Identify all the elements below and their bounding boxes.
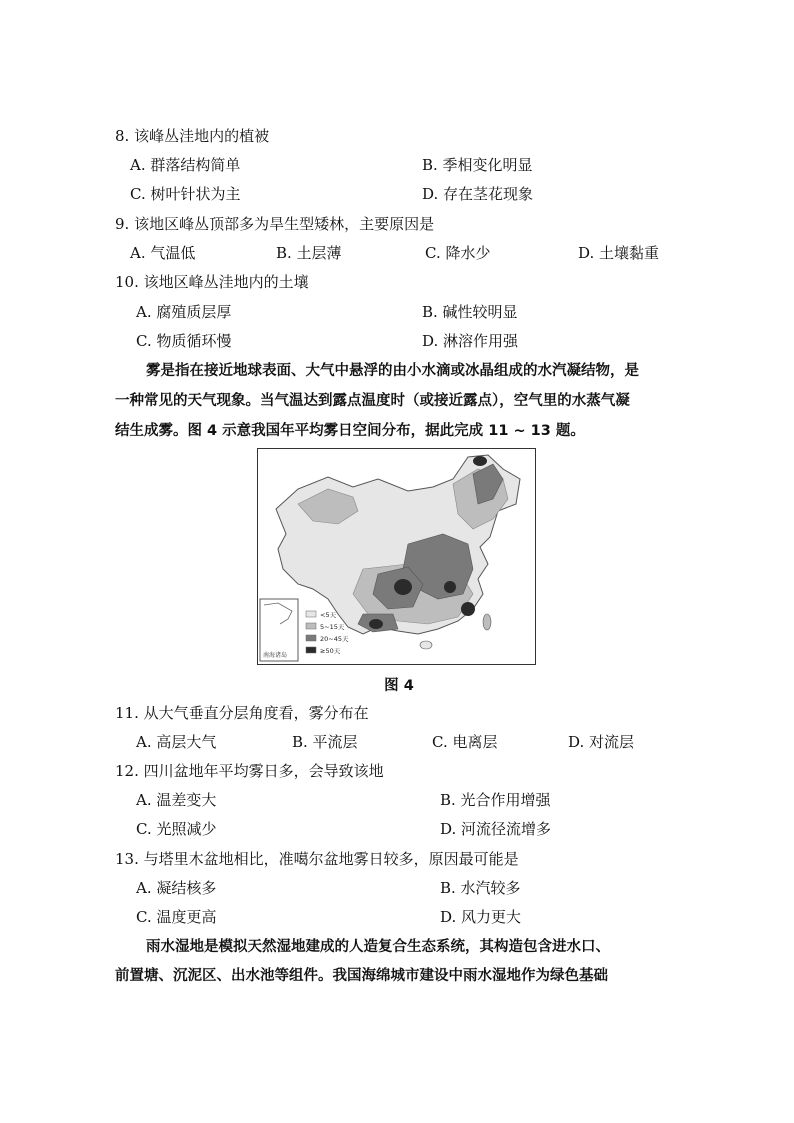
q13-option-c: C. 温度更高: [136, 908, 217, 926]
zone-50-fujian: [461, 602, 475, 616]
wetland-intro-line-1: 雨水湿地是模拟天然湿地建成的人造复合生态系统，其构造包含进水口、: [146, 939, 610, 955]
q13-option-b: B. 水汽较多: [440, 879, 521, 897]
wetland-intro-line-2: 前置塘、沉泥区、出水池等组件。我国海绵城市建设中雨水湿地作为绿色基础: [115, 968, 608, 984]
legend-label-3: 20~45天: [320, 635, 349, 643]
q8-option-a: A. 群落结构简单: [130, 156, 241, 174]
q13-option-d: D. 风力更大: [440, 908, 522, 926]
hainan: [420, 641, 432, 649]
q11-option-a: A. 高层大气: [136, 733, 217, 751]
q12-option-b: B. 光合作用增强: [440, 791, 551, 809]
q9-option-d: D. 土壤黏重: [578, 244, 660, 262]
zone-50-sichuan: [394, 579, 412, 595]
legend-label-2: 5~15天: [320, 623, 345, 631]
q11-option-b: B. 平流层: [292, 733, 358, 751]
china-fog-map-svg: [258, 449, 535, 664]
legend-label-4: ≥50天: [320, 647, 341, 655]
q12-stem: 12. 四川盆地年平均雾日多，会导致该地: [115, 762, 384, 780]
legend-label-1: <5天: [320, 611, 337, 619]
q10-option-d: D. 淋溶作用强: [422, 332, 519, 350]
zone-50-east: [444, 581, 456, 593]
q12-option-c: C. 光照减少: [136, 820, 217, 838]
zone-50-northeast: [473, 456, 487, 466]
q10-option-c: C. 物质循环慢: [136, 332, 232, 350]
q11-option-d: D. 对流层: [568, 733, 635, 751]
fog-days-map: [257, 448, 536, 665]
inset-label: 南海诸岛: [263, 652, 288, 659]
fog-intro-line-3: 结生成雾。图 4 示意我国年平均雾日空间分布，据此完成 11 ~ 13 题。: [115, 423, 585, 439]
q11-option-c: C. 电离层: [432, 733, 498, 751]
q9-stem: 9. 该地区峰丛顶部多为旱生型矮林，主要原因是: [115, 215, 435, 233]
q8-stem: 8. 该峰丛洼地内的植被: [115, 127, 270, 145]
q8-option-b: B. 季相变化明显: [422, 156, 533, 174]
fog-intro-line-1: 雾是指在接近地球表面、大气中悬浮的由小水滴或冰晶组成的水汽凝结物，是: [146, 363, 639, 379]
q9-option-a: A. 气温低: [130, 244, 196, 262]
q12-option-d: D. 河流径流增多: [440, 820, 552, 838]
q8-option-c: C. 树叶针状为主: [130, 185, 241, 203]
fog-intro-line-2: 一种常见的天气现象。当气温达到露点温度时（或接近露点），空气里的水蒸气凝: [115, 393, 630, 409]
q10-option-a: A. 腐殖质层厚: [136, 303, 232, 321]
taiwan: [483, 614, 491, 630]
zone-50-yunnan: [369, 619, 383, 629]
q10-option-b: B. 碱性较明显: [422, 303, 518, 321]
q8-option-d: D. 存在茎花现象: [422, 185, 534, 203]
q9-option-b: B. 土层薄: [276, 244, 342, 262]
q12-option-a: A. 温差变大: [136, 791, 217, 809]
q9-option-c: C. 降水少: [425, 244, 491, 262]
q13-stem: 13. 与塔里木盆地相比，准噶尔盆地雾日较多，原因最可能是: [115, 850, 519, 868]
q11-stem: 11. 从大气垂直分层角度看，雾分布在: [115, 704, 369, 722]
figure-caption: 图 4: [384, 678, 414, 694]
q13-option-a: A. 凝结核多: [136, 879, 217, 897]
q10-stem: 10. 该地区峰丛洼地内的土壤: [115, 273, 309, 291]
